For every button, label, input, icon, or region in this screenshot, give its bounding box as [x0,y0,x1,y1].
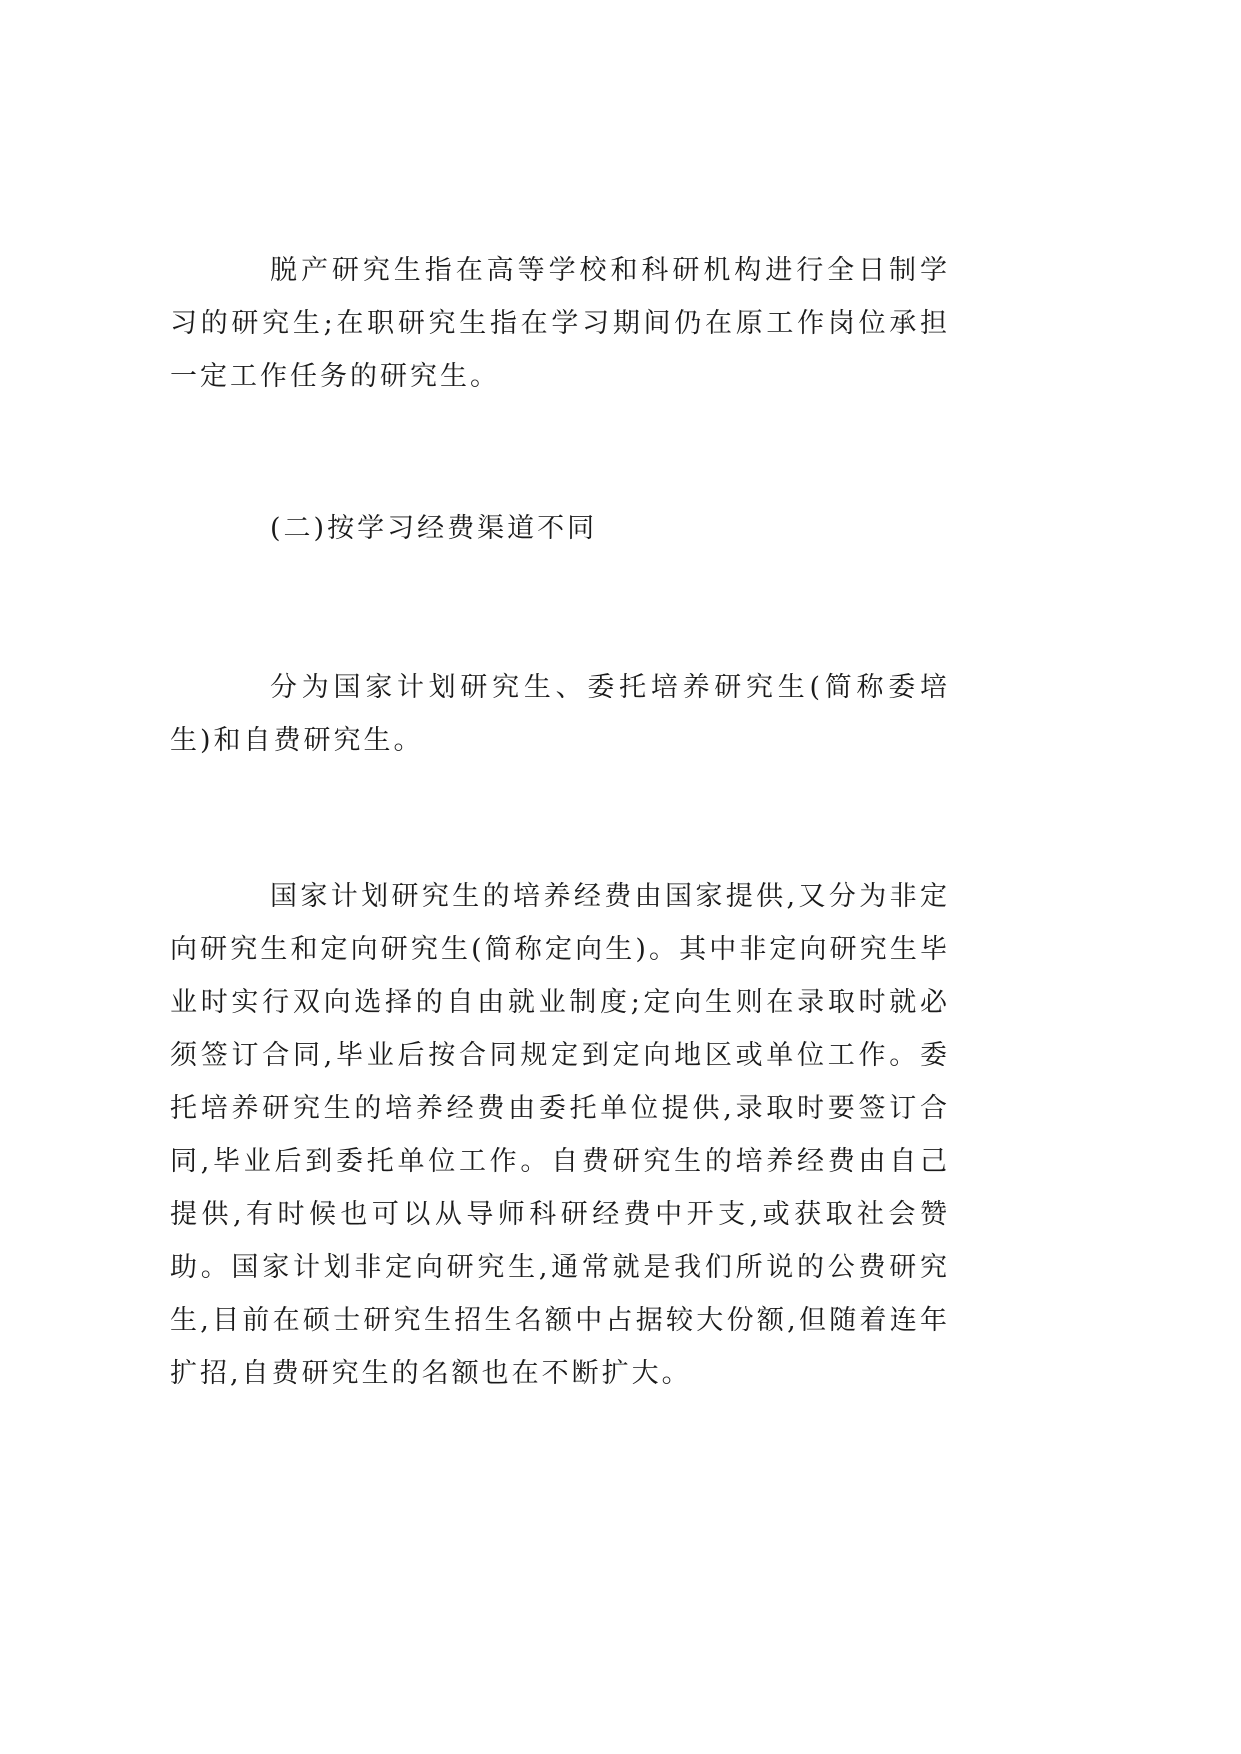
paragraph-funding-details: 国家计划研究生的培养经费由国家提供,又分为非定向研究生和定向研究生(简称定向生)。其中非定向研究生毕业时实行双向选择的自由就业制度;定向生则在录取时就必须签订合同,毕业后按合同规定到定向地区或单位工作。委托培养研究生的培养经费由委托单位提供,录取时要签订合同,毕业后到委托单位工作。自费研究生的培养经费由自己提供,有时候也可以从导师科研经费中开支,或获取社会赞助。国家计划非定向研究生,通常就是我们所说的公费研究生,目前在硕士研究生招生名额中占据较大份额,但随着连年扩招,自费研究生的名额也在不断扩大。 [170,881,950,1389]
paragraph-fulltime-vs-parttime: 脱产研究生指在高等学校和科研机构进行全日制学习的研究生;在职研究生指在学习期间仍在原工作岗位承担一定工作任务的研究生。 [170,255,950,392]
paragraph-funding-categories: 分为国家计划研究生、委托培养研究生(简称委培生)和自费研究生。 [170,672,950,756]
section-heading-funding: (二)按学习经费渠道不同 [270,513,598,544]
